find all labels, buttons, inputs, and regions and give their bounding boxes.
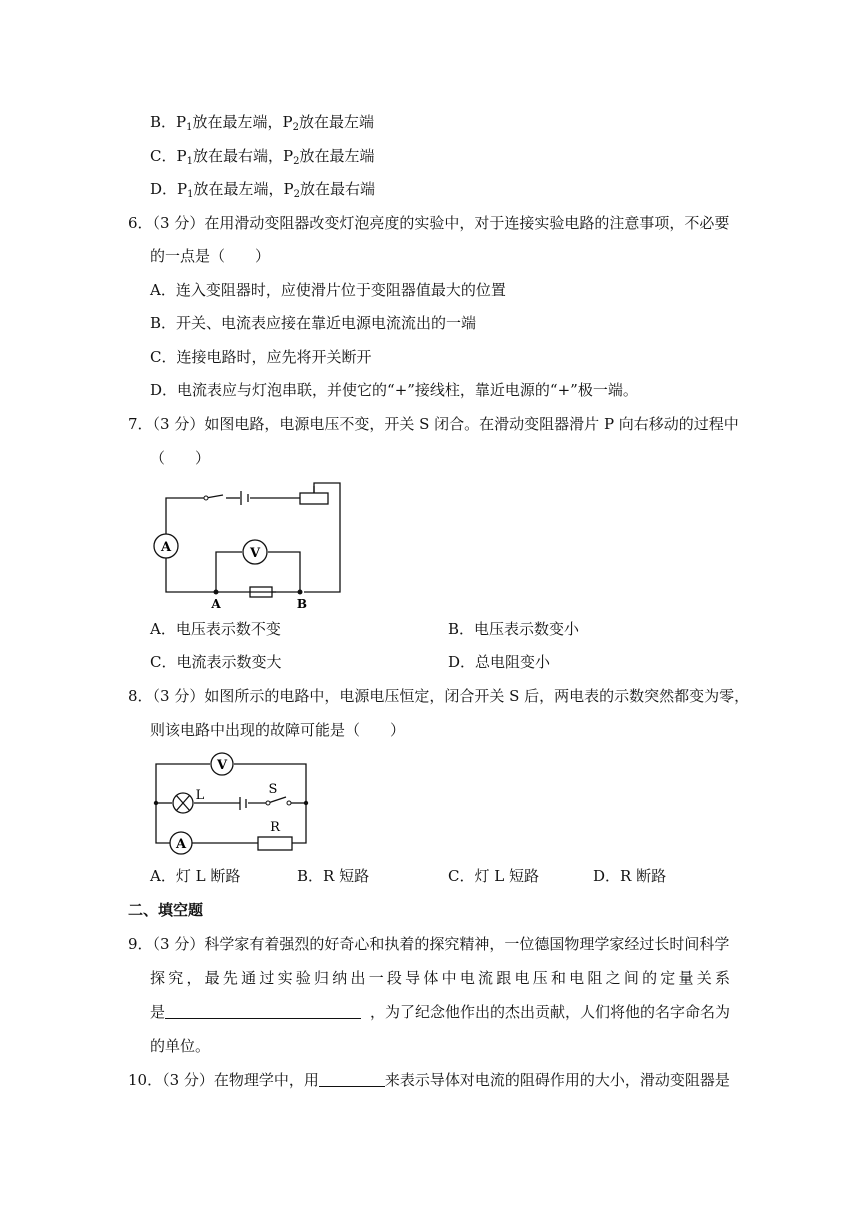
ammeter-label: A [175, 837, 187, 852]
q8-option-a: A．灯 L 断路 [150, 867, 241, 885]
subscript: 1 [187, 189, 194, 200]
node-a-label: A [211, 597, 221, 611]
option-letter: B． [150, 113, 177, 131]
node-b-label: B [296, 597, 308, 611]
q6-option-d: D．电流表应与灯泡串联，并使它的“+”接线柱，靠近电源的“+”极一端。 [150, 381, 638, 399]
section-title: 二、填空题 [128, 901, 204, 919]
symbol-p1: P [176, 113, 187, 131]
subscript: 2 [292, 122, 299, 133]
q9-stem-line4: 的单位。 [150, 1037, 211, 1055]
q8-stem-line2: 则该电路中出现的故障可能是（ ） [150, 721, 406, 739]
option-text: 放在最左端 [298, 113, 374, 131]
option-letter: D． [150, 180, 178, 198]
switch-label: S [268, 782, 278, 797]
q8-stem-line1: 8．（3 分）如图所示的电路中，电源电压恒定，闭合开关 S 后，两电表的示数突然都变为零， [128, 687, 750, 705]
lamp-label: L [195, 788, 205, 803]
q7-stem-line1: 7．（3 分）如图电路，电源电压不变，开关 S 闭合。在滑动变阻器滑片 P 向右移动的过程中 [128, 415, 739, 433]
text-fragment: 是 [150, 1003, 166, 1021]
symbol-p2: P [283, 180, 294, 198]
subscript: 2 [293, 156, 300, 167]
q6-option-c: C．连接电路时，应先将开关断开 [150, 348, 372, 366]
option-text: 放在最左端 [299, 147, 375, 165]
q7-option-a: A．电压表示数不变 [150, 620, 281, 638]
subscript: 1 [186, 122, 193, 133]
q9-stem-line1: 9．（3 分）科学家有着强烈的好奇心和执着的探究精神，一位德国物理学家经过长时间科学 [128, 935, 730, 953]
voltmeter-label: V [216, 758, 228, 773]
q6-option-b: B．开关、电流表应接在靠近电源电流流出的一端 [150, 314, 477, 332]
symbol-p2: P [282, 147, 294, 165]
option-letter: C． [150, 147, 177, 165]
option-text: 放在最右端， [192, 147, 283, 165]
symbol-p1: P [176, 147, 187, 165]
voltmeter-label: V [249, 546, 261, 561]
q8-option-d: D．R 断路 [593, 867, 667, 885]
q10-stem-line1 [128, 1070, 730, 1090]
answer-blank[interactable] [319, 1070, 385, 1087]
option-text: 放在最左端， [192, 113, 283, 131]
q9-stem-line2: 探究，最先通过实验归纳出一段导体中电流跟电压和电阻之间的定量关系 [150, 969, 730, 987]
subscript: 2 [293, 189, 300, 200]
q6-stem-line2: 的一点是（ ） [150, 247, 271, 265]
subscript: 1 [186, 156, 193, 167]
symbol-p1: P [177, 180, 188, 198]
text-fragment: ，为了纪念他作出的杰出贡献，人们将他的名字命名为 [369, 1003, 730, 1021]
text-fragment: 10．（3 分）在物理学中，用 [128, 1071, 319, 1089]
q8-option-c: C．灯 L 短路 [448, 867, 539, 885]
option-text: 放在最左端， [193, 180, 284, 198]
option-text: 放在最右端 [299, 180, 375, 198]
symbol-p2: P [282, 113, 293, 131]
resistor-label: R [270, 820, 280, 835]
answer-blank[interactable] [165, 1002, 361, 1019]
ammeter-label: A [160, 540, 172, 555]
q9-stem-line3 [150, 1002, 730, 1022]
q8-option-b: B．R 短路 [297, 867, 370, 885]
text-fragment: 来表示导体对电流的阻碍作用的大小，滑动变阻器是 [384, 1071, 730, 1089]
q7-option-d: D．总电阻变小 [448, 653, 551, 671]
q7-option-c: C．电流表示数变大 [150, 653, 282, 671]
q6-stem-line1: 6．（3 分）在用滑动变阻器改变灯泡亮度的实验中，对于连接实验电路的注意事项，不必要 [128, 214, 730, 232]
q6-option-a: A．连入变阻器时，应使滑片位于变阻器值最大的位置 [150, 281, 506, 299]
q7-option-b: B．电压表示数变小 [448, 620, 580, 638]
q7-stem-line2: （ ） [150, 449, 211, 467]
